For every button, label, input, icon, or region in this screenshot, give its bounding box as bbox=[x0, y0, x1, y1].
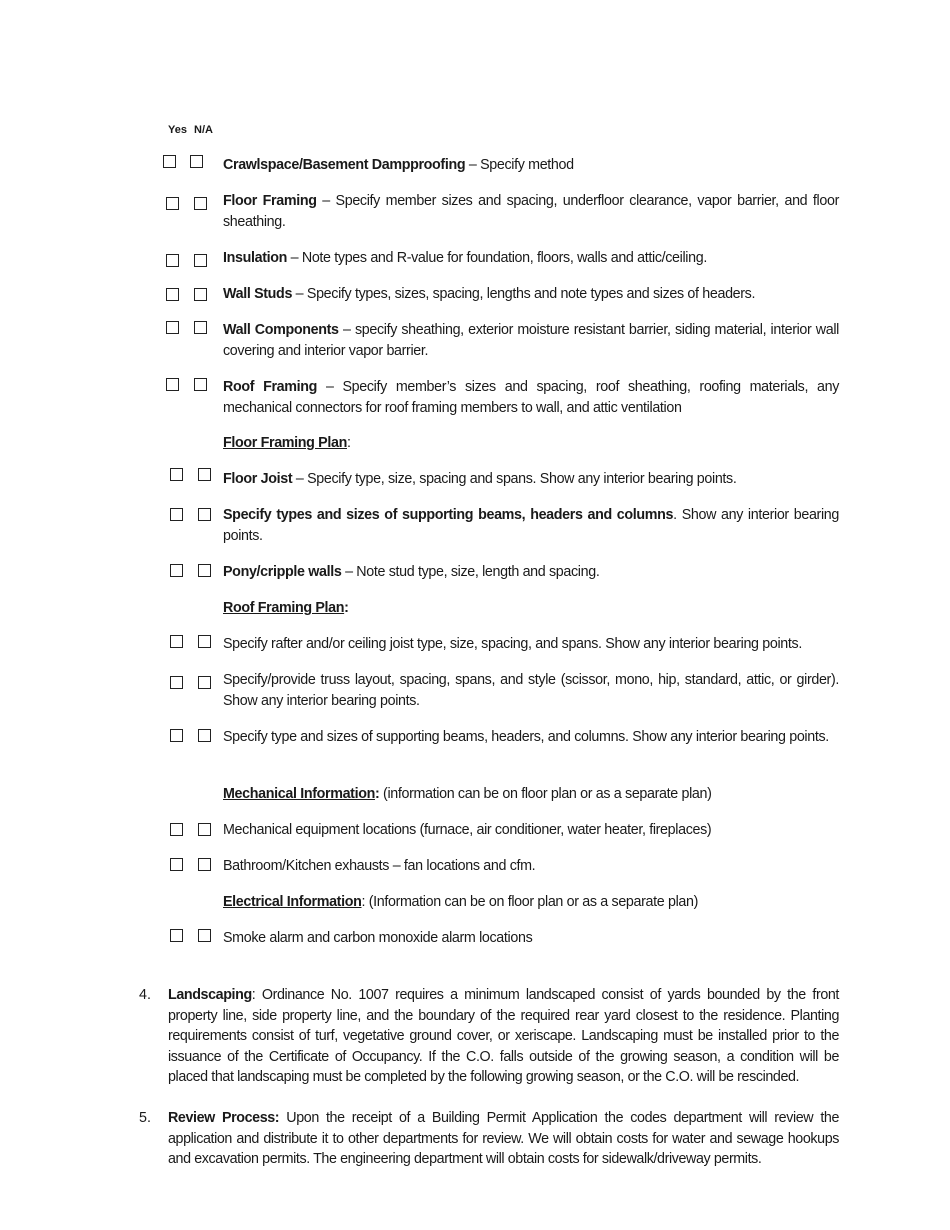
item-title: Insulation bbox=[223, 250, 288, 266]
item-text: – Specify type, size, spacing and spans. Show any interior bearing points. bbox=[292, 471, 737, 487]
checklist-item-rafter bbox=[223, 634, 839, 655]
checkbox-yes-wall-components[interactable] bbox=[166, 321, 179, 334]
section-suffix: : bbox=[344, 600, 349, 616]
checkbox-yes-beams-headers[interactable] bbox=[170, 729, 183, 742]
checkbox-na-floor-joist[interactable] bbox=[198, 468, 211, 481]
checkbox-yes-floor-framing[interactable] bbox=[166, 197, 179, 210]
checkbox-na-beams-headers[interactable] bbox=[198, 729, 211, 742]
checklist-item-supporting-beams bbox=[223, 505, 839, 547]
item-text: – Note stud type, size, length and spacing. bbox=[341, 564, 600, 580]
checklist-item-dampproofing bbox=[223, 155, 839, 176]
na-column-header: N/A bbox=[194, 124, 213, 136]
checklist-item-smoke-alarm bbox=[223, 928, 839, 949]
numbered-item-number: 4. bbox=[139, 987, 151, 1003]
item-text: – specify sheathing, exterior moisture resistant barrier, siding material, interior wall covering and interior vapor barrier. bbox=[223, 322, 840, 359]
yes-column-header: Yes bbox=[168, 124, 187, 136]
checkbox-yes-mechanical-equipment[interactable] bbox=[170, 823, 183, 836]
checkbox-na-floor-framing[interactable] bbox=[194, 197, 207, 210]
item-text: Mechanical equipment locations (furnace, air conditioner, water heater, fireplaces) bbox=[223, 822, 712, 838]
section-suffix: : (Information can be on floor plan or as a separate plan) bbox=[361, 894, 699, 910]
checkbox-na-insulation[interactable] bbox=[194, 254, 207, 267]
checklist-item-insulation bbox=[223, 248, 839, 269]
checkbox-na-rafter[interactable] bbox=[198, 635, 211, 648]
item-title: Crawlspace/Basement Dampproofing bbox=[223, 157, 466, 173]
checkbox-yes-insulation[interactable] bbox=[166, 254, 179, 267]
checkbox-yes-pony-walls[interactable] bbox=[170, 564, 183, 577]
paragraph-title: Landscaping bbox=[168, 987, 252, 1003]
paragraph-text: Upon the receipt of a Building Permit Application the codes department will review the application and distribute it to other departments for review. We will obtain costs for water and sewage hookups and excavation permits. The engineering department will obtain costs for sidewalk/driveway permits. bbox=[168, 1110, 839, 1168]
checkbox-yes-roof-framing[interactable] bbox=[166, 378, 179, 391]
paragraph-title: Review Process: bbox=[168, 1110, 280, 1126]
section-heading-electrical bbox=[223, 892, 839, 913]
item-text: – Specify method bbox=[465, 157, 574, 173]
checkbox-na-smoke-alarm[interactable] bbox=[198, 929, 211, 942]
checkbox-yes-truss[interactable] bbox=[170, 676, 183, 689]
numbered-paragraph-review-process bbox=[168, 1108, 839, 1170]
checkbox-yes-supporting-beams[interactable] bbox=[170, 508, 183, 521]
item-text: Smoke alarm and carbon monoxide alarm locations bbox=[223, 930, 533, 946]
section-suffix: : bbox=[346, 435, 351, 451]
checkbox-na-dampproofing[interactable] bbox=[190, 155, 203, 168]
checkbox-na-wall-studs[interactable] bbox=[194, 288, 207, 301]
checkbox-na-truss[interactable] bbox=[198, 676, 211, 689]
item-text: Specify type and sizes of supporting beams, headers, and columns. Show any interior bearing points. bbox=[223, 729, 829, 745]
checkbox-yes-floor-joist[interactable] bbox=[170, 468, 183, 481]
section-heading-roof-framing-plan bbox=[223, 598, 839, 619]
checkbox-na-roof-framing[interactable] bbox=[194, 378, 207, 391]
checklist-item-floor-framing bbox=[223, 191, 839, 233]
item-text: . Show any interior bearing points. bbox=[223, 507, 839, 544]
checkbox-na-supporting-beams[interactable] bbox=[198, 508, 211, 521]
item-title: Floor Joist bbox=[223, 471, 293, 487]
checkbox-yes-dampproofing[interactable] bbox=[163, 155, 176, 168]
checklist-item-truss bbox=[223, 670, 839, 712]
section-title: Floor Framing Plan bbox=[223, 435, 347, 451]
item-title: Floor Framing bbox=[223, 193, 317, 209]
numbered-paragraph-landscaping bbox=[168, 985, 839, 1088]
item-title: Wall Components bbox=[223, 322, 339, 338]
checklist-item-exhausts bbox=[223, 856, 839, 877]
checklist-item-beams-headers bbox=[223, 727, 839, 748]
section-heading-mechanical bbox=[223, 784, 839, 805]
item-title: Specify types and sizes of supporting beams, headers and columns bbox=[223, 507, 674, 523]
checkbox-yes-smoke-alarm[interactable] bbox=[170, 929, 183, 942]
item-text: – Specify member sizes and spacing, underfloor clearance, vapor barrier, and floor sheathing. bbox=[223, 193, 839, 230]
item-text: Bathroom/Kitchen exhausts – fan locations and cfm. bbox=[223, 858, 536, 874]
checklist-item-wall-components bbox=[223, 320, 839, 362]
item-text: Specify rafter and/or ceiling joist type, size, spacing, and spans. Show any interior bearing points. bbox=[223, 636, 802, 652]
checklist-item-wall-studs bbox=[223, 284, 839, 305]
numbered-item-number: 5. bbox=[139, 1110, 151, 1126]
section-title: Roof Framing Plan bbox=[223, 600, 345, 616]
checkbox-yes-rafter[interactable] bbox=[170, 635, 183, 648]
section-title: Mechanical Information bbox=[223, 786, 375, 802]
item-text: – Specify types, sizes, spacing, lengths and note types and sizes of headers. bbox=[292, 286, 756, 302]
checklist-item-floor-joist bbox=[223, 469, 839, 490]
section-colon: : bbox=[374, 786, 380, 802]
checkbox-na-mechanical-equipment[interactable] bbox=[198, 823, 211, 836]
checkbox-na-exhausts[interactable] bbox=[198, 858, 211, 871]
checkbox-na-wall-components[interactable] bbox=[194, 321, 207, 334]
section-heading-floor-framing-plan bbox=[223, 433, 839, 454]
item-text: Specify/provide truss layout, spacing, spans, and style (scissor, mono, hip, standard, attic, or girder). Show any interior bearing points. bbox=[223, 672, 839, 709]
checkbox-yes-wall-studs[interactable] bbox=[166, 288, 179, 301]
item-title: Wall Studs bbox=[223, 286, 293, 302]
item-title: Roof Framing bbox=[223, 379, 318, 395]
item-text: – Note types and R-value for foundation, floors, walls and attic/ceiling. bbox=[287, 250, 707, 266]
paragraph-text: : Ordinance No. 1007 requires a minimum landscaped consist of yards bounded by the front property line, side property line, and the boundary of the required rear yard closest to the residence. Planting requirements consist of turf, vegetative ground cover, or xeriscape. Landscaping must be installed prior to the issuance of the Certificate of Occupancy. If the C.O. falls outside of the growing season, a condition will be placed that landscaping must be completed by the following growing season, or the C.O. will be rescinded. bbox=[168, 987, 839, 1086]
checkbox-na-pony-walls[interactable] bbox=[198, 564, 211, 577]
section-suffix: (information can be on floor plan or as a separate plan) bbox=[379, 786, 712, 802]
item-text: – Specify member’s sizes and spacing, roof sheathing, roofing materials, any mechanical connectors for roof framing members to wall, and attic ventilation bbox=[223, 379, 839, 416]
item-title: Pony/cripple walls bbox=[223, 564, 342, 580]
checkbox-yes-exhausts[interactable] bbox=[170, 858, 183, 871]
section-title: Electrical Information bbox=[223, 894, 362, 910]
checklist-item-roof-framing bbox=[223, 377, 839, 419]
checklist-item-pony-walls bbox=[223, 562, 839, 583]
checklist-item-mechanical-equipment bbox=[223, 820, 839, 841]
